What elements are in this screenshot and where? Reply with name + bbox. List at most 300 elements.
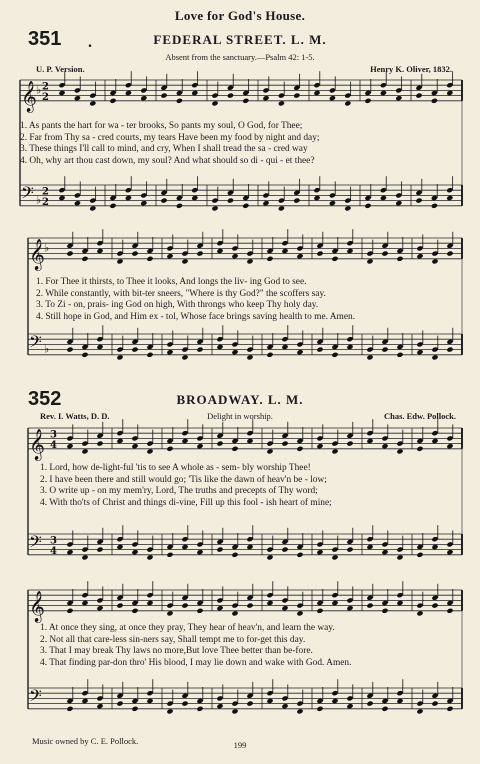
note-head [281, 433, 288, 439]
note-head [431, 90, 438, 96]
note-head [416, 349, 423, 355]
note-head [181, 693, 188, 699]
note-head [446, 251, 453, 257]
note-head [231, 603, 238, 609]
note-head [431, 354, 438, 360]
note-head [96, 695, 103, 701]
note-head [116, 430, 123, 436]
note-head [74, 87, 81, 93]
note-head [146, 344, 153, 350]
verse-line: 1. Lord, how de-light-ful 'tis to see A whole as - sem- bly worship Thee! [40, 463, 311, 473]
time-sig-bottom: 2 [42, 91, 49, 103]
note-head [176, 195, 183, 201]
note-head [116, 595, 123, 601]
note-head [366, 258, 373, 264]
note-head [181, 251, 188, 257]
time-sig-top: 3 [50, 535, 57, 547]
note-head [181, 354, 188, 360]
note-head [81, 690, 88, 696]
note-head [331, 592, 338, 598]
note-head [166, 341, 173, 347]
note-head [396, 547, 403, 553]
note-head [125, 187, 132, 193]
note-head [131, 698, 138, 704]
note-head [446, 549, 453, 555]
words-credit: U. P. Version. [36, 64, 85, 74]
note-head [216, 597, 223, 603]
note-head [176, 98, 183, 104]
note-head [364, 90, 371, 96]
note-head [366, 430, 373, 436]
note-head [329, 95, 336, 101]
note-head [242, 90, 249, 96]
note-head [116, 438, 123, 444]
note-head [296, 245, 303, 251]
note-head [96, 703, 103, 709]
note-head [366, 701, 373, 707]
note-head [211, 100, 218, 106]
note-head [131, 600, 138, 606]
verse-line: 4. Still hope in God, and Him ex - tol, Whose face brings saving health to me. Amen. [36, 311, 356, 322]
time-sig-bottom: 2 [42, 196, 49, 208]
note-head [313, 195, 320, 201]
note-head [191, 82, 198, 88]
note-head [216, 240, 223, 246]
note-head [81, 352, 88, 358]
note-head [431, 203, 438, 209]
note-head [396, 256, 403, 262]
note-head [364, 98, 371, 104]
note-head [266, 248, 273, 254]
note-head [58, 195, 65, 201]
note-head [66, 339, 73, 345]
note-head [116, 693, 123, 699]
note-head [266, 698, 273, 704]
note-head [81, 547, 88, 553]
note-head [266, 600, 273, 606]
note-head [446, 435, 453, 441]
note-head [344, 205, 351, 211]
note-head [281, 344, 288, 350]
note-head [246, 430, 253, 436]
note-head [231, 544, 238, 550]
note-head [181, 430, 188, 436]
note-head [66, 698, 73, 704]
note-head [415, 198, 422, 204]
note-head [242, 203, 249, 209]
note-head [381, 435, 388, 441]
note-head [216, 547, 223, 553]
note-head [431, 595, 438, 601]
verse-line: 3. These things I'll call to mind, and cry, When I shall tread the sa - cred way [20, 144, 308, 155]
bass-clef-icon: 𝄢 [21, 182, 34, 207]
hymn-number: 351 [28, 28, 62, 50]
hymn-number: 352 [28, 388, 62, 410]
verse-line: 3. O write up - on my mem'ry, Lord, The truths and precepts of Thy word; [40, 486, 318, 497]
note-head [415, 190, 422, 196]
music-credit: Henry K. Oliver, 1832. [370, 64, 452, 74]
note-head [58, 187, 65, 193]
note-head [431, 536, 438, 542]
note-head [231, 253, 238, 259]
note-head [316, 347, 323, 353]
note-head [293, 85, 300, 91]
note-head [331, 248, 338, 254]
note-head [431, 430, 438, 436]
note-head [231, 610, 238, 616]
note-head [431, 251, 438, 257]
note-head [81, 554, 88, 560]
note-head [381, 549, 388, 555]
note-head [366, 693, 373, 699]
note-head [395, 200, 402, 206]
note-head [131, 347, 138, 353]
note-head [446, 187, 453, 193]
note-head [140, 95, 147, 101]
note-head [66, 541, 73, 547]
note-head [227, 85, 234, 91]
note-head [196, 443, 203, 449]
note-head [66, 243, 73, 249]
note-head [66, 251, 73, 257]
note-head [146, 547, 153, 553]
note-head [166, 708, 173, 714]
note-head [146, 448, 153, 454]
note-head [231, 552, 238, 558]
note-head [446, 541, 453, 547]
note-head [216, 248, 223, 254]
note-head [96, 344, 103, 350]
note-head [196, 251, 203, 257]
note-head [246, 354, 253, 360]
note-head [380, 82, 387, 88]
note-head [446, 608, 453, 614]
note-head [181, 544, 188, 550]
note-head [116, 544, 123, 550]
note-head [81, 256, 88, 262]
note-head [191, 187, 198, 193]
note-head [160, 85, 167, 91]
note-head [216, 605, 223, 611]
note-head [316, 706, 323, 712]
note-head [176, 203, 183, 209]
flat-icon: ♭ [44, 342, 50, 356]
note-head [96, 248, 103, 254]
note-head [216, 433, 223, 439]
note-head [242, 98, 249, 104]
note-head [81, 600, 88, 606]
note-head [160, 190, 167, 196]
note-head [116, 251, 123, 257]
note-head [166, 552, 173, 558]
note-head [331, 554, 338, 560]
note-head [196, 608, 203, 614]
note-head [81, 592, 88, 598]
note-head [125, 90, 132, 96]
note-head [416, 552, 423, 558]
note-head [296, 603, 303, 609]
bass-clef-icon: 𝄢 [29, 685, 42, 710]
note-head [146, 600, 153, 606]
note-head [278, 93, 285, 99]
note-head [296, 438, 303, 444]
note-head [246, 595, 253, 601]
note-head [316, 243, 323, 249]
note-head [181, 347, 188, 353]
note-head [96, 539, 103, 545]
note-head [166, 610, 173, 616]
note-head [366, 251, 373, 257]
note-head [281, 240, 288, 246]
note-head [416, 708, 423, 714]
note-head [331, 698, 338, 704]
note-head [266, 352, 273, 358]
note-head [396, 698, 403, 704]
note-head [191, 90, 198, 96]
note-head [181, 603, 188, 609]
note-head [281, 695, 288, 701]
note-head [316, 608, 323, 614]
note-head [431, 98, 438, 104]
note-head [116, 354, 123, 360]
note-head [416, 245, 423, 251]
note-head [446, 82, 453, 88]
note-head [146, 698, 153, 704]
note-head [366, 536, 373, 542]
note-head [395, 95, 402, 101]
note-head [216, 344, 223, 350]
note-head [431, 347, 438, 353]
note-head [296, 544, 303, 550]
note-head [281, 539, 288, 545]
note-head [331, 448, 338, 454]
note-head [231, 708, 238, 714]
note-head [316, 600, 323, 606]
note-head [381, 706, 388, 712]
note-head [381, 251, 388, 257]
note-head [131, 243, 138, 249]
note-head [380, 195, 387, 201]
note-head [246, 251, 253, 257]
note-head [346, 344, 353, 350]
note-head [231, 245, 238, 251]
note-head [346, 695, 353, 701]
note-head [96, 597, 103, 603]
note-head [266, 441, 273, 447]
verse-line: 2. I have been there and still would go; 'Tis like the dawn of heav'n be - low; [40, 474, 327, 485]
note-head [81, 248, 88, 254]
note-head [431, 258, 438, 264]
verse-line: 2. Not all that care-less sin-ners say, Shall tempt me to for-get this day. [40, 634, 306, 645]
time-sig-bottom: 4 [50, 439, 57, 451]
note-head [381, 443, 388, 449]
note-head [366, 595, 373, 601]
note-head [109, 90, 116, 96]
note-head [246, 701, 253, 707]
verse-line: 4. Oh, why art thou cast down, my soul? And what should so di - qui - et thee? [20, 155, 315, 166]
note-head [281, 547, 288, 553]
note-head [316, 251, 323, 257]
note-head [380, 187, 387, 193]
note-head [281, 248, 288, 254]
note-head [266, 256, 273, 262]
note-head [140, 200, 147, 206]
note-head [346, 605, 353, 611]
note-head [431, 693, 438, 699]
note-head [329, 192, 336, 198]
note-head [416, 603, 423, 609]
flat-icon: ♭ [36, 83, 42, 97]
note-head [416, 610, 423, 616]
verse-line: 2. Far from Thy sa - cred courts, my tears Have been my food by night and day; [20, 132, 320, 143]
note-head [74, 192, 81, 198]
time-sig-top: 2 [42, 186, 49, 198]
note-head [381, 347, 388, 353]
note-head [166, 446, 173, 452]
note-head [231, 446, 238, 452]
note-head [446, 347, 453, 353]
note-head [125, 195, 132, 201]
note-head [446, 698, 453, 704]
note-head [416, 253, 423, 259]
note-head [296, 446, 303, 452]
note-head [89, 205, 96, 211]
note-head [109, 195, 116, 201]
note-head [266, 448, 273, 454]
verse-line: 3. That I may break Thy laws no more,But love Thee better than be-fore. [40, 646, 313, 657]
note-head [181, 536, 188, 542]
note-head [346, 433, 353, 439]
note-head [66, 443, 73, 449]
note-head [196, 243, 203, 249]
note-head [246, 536, 253, 542]
note-head [58, 90, 65, 96]
note-head [116, 347, 123, 353]
note-head [196, 706, 203, 712]
note-head [196, 347, 203, 353]
note-head [131, 549, 138, 555]
note-head [281, 597, 288, 603]
note-head [293, 190, 300, 196]
tune-title: FEDERAL STREET. L. M. [153, 32, 327, 47]
note-head [266, 344, 273, 350]
note-head [415, 85, 422, 91]
note-head [146, 690, 153, 696]
verse-line: 4. With tho'ts of Christ and things di-vine, Fill up this fool - ish heart of mine; [40, 497, 332, 508]
note-head [316, 435, 323, 441]
note-head [81, 344, 88, 350]
note-head [81, 441, 88, 447]
note-head [166, 349, 173, 355]
treble-clef-icon: 𝄞 [29, 428, 45, 460]
note-head [331, 441, 338, 447]
note-head [160, 93, 167, 99]
note-head [166, 438, 173, 444]
note-head [366, 603, 373, 609]
note-head [246, 258, 253, 264]
note-head [266, 547, 273, 553]
note-head [366, 347, 373, 353]
treble-clef-icon: 𝄞 [21, 80, 37, 112]
note-head [181, 701, 188, 707]
note-head [446, 195, 453, 201]
note-head [313, 82, 320, 88]
note-head [81, 448, 88, 454]
note-head [331, 352, 338, 358]
note-head [266, 592, 273, 598]
note-head [346, 547, 353, 553]
note-head [278, 100, 285, 106]
note-head [89, 198, 96, 204]
note-head [316, 549, 323, 555]
note-head [131, 251, 138, 257]
note-head [344, 100, 351, 106]
note-head [66, 549, 73, 555]
note-head [446, 90, 453, 96]
note-head [96, 441, 103, 447]
note-head [96, 336, 103, 342]
note-head [296, 253, 303, 259]
note-head [246, 603, 253, 609]
note-head [346, 703, 353, 709]
note-head [140, 192, 147, 198]
note-head [431, 438, 438, 444]
note-head [89, 100, 96, 106]
note-head [366, 544, 373, 550]
note-head [380, 90, 387, 96]
note-head [131, 608, 138, 614]
note-head [396, 592, 403, 598]
note-head [211, 198, 218, 204]
verse-line: 3. To Zi - on, prais- ing God on high, With throngs who keep Thy holy day. [36, 300, 319, 311]
bass-clef-icon: 𝄢 [29, 331, 42, 356]
note-head [246, 438, 253, 444]
words-credit: Rev. I. Watts, D. D. [40, 411, 110, 421]
note-head [146, 554, 153, 560]
note-head [296, 701, 303, 707]
note-head [416, 341, 423, 347]
note-head [431, 701, 438, 707]
note-head [227, 198, 234, 204]
note-head [181, 258, 188, 264]
note-head [346, 441, 353, 447]
note-head [96, 240, 103, 246]
time-sig-bottom: 4 [50, 545, 57, 557]
note-head [262, 87, 269, 93]
note-head [446, 243, 453, 249]
note-head [281, 441, 288, 447]
note-head [266, 554, 273, 560]
note-head [346, 336, 353, 342]
note-head [116, 701, 123, 707]
note-head [381, 600, 388, 606]
note-head [216, 539, 223, 545]
note-head [166, 701, 173, 707]
note-head [344, 93, 351, 99]
note-head [262, 200, 269, 206]
note-head [116, 603, 123, 609]
note-head [227, 93, 234, 99]
note-head [109, 203, 116, 209]
note-head [446, 339, 453, 345]
note-head [281, 605, 288, 611]
note-head [246, 544, 253, 550]
note-head [316, 541, 323, 547]
note-head [146, 248, 153, 254]
note-head [146, 256, 153, 262]
note-head [246, 693, 253, 699]
note-head [381, 608, 388, 614]
